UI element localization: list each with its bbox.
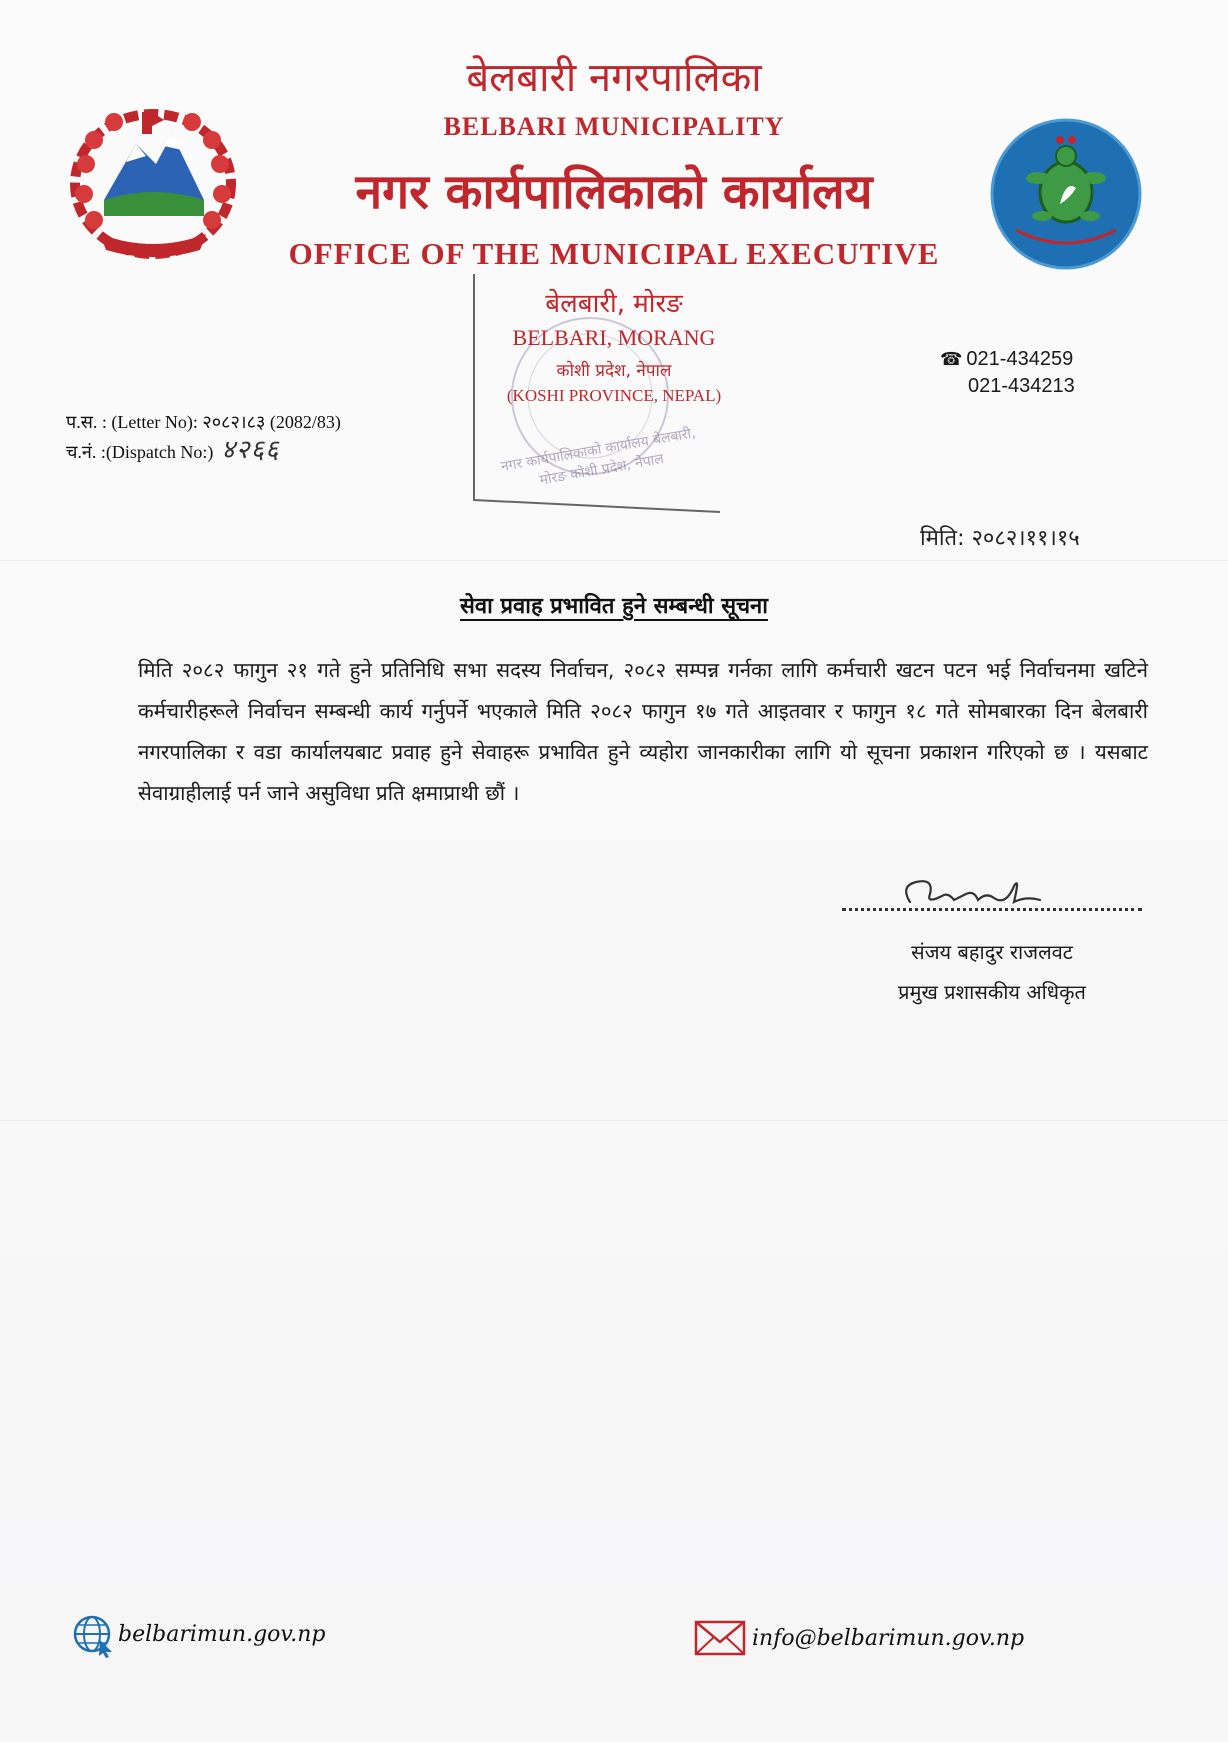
phone-number-1[interactable]: 021-434259: [966, 348, 1074, 370]
letter-no-value: २०८२।८३ (2082/83): [202, 412, 341, 432]
letter-date: मिति: २०८२।११।१५: [920, 526, 1080, 551]
footer-email-link[interactable]: info@belbarimun.gov.np: [752, 1626, 1025, 1651]
mail-icon: [694, 1620, 746, 1656]
location-en: BELBARI, MORANG: [512, 325, 716, 350]
phone-block: [940, 346, 1075, 400]
reference-block: [66, 408, 341, 466]
globe-icon: [72, 1614, 116, 1658]
dispatch-no-value: ४२६६: [221, 435, 280, 465]
province-ne: कोशी प्रदेश, नेपाल: [556, 361, 672, 381]
notice-subject: सेवा प्रवाह प्रभावित हुने सम्बन्धी सूचना: [460, 594, 768, 619]
letter-no-label: प.स. : (Letter No):: [66, 412, 203, 432]
notice-body: मिति २०८२ फागुन २१ गते हुने प्रतिनिधि सभा सदस्य निर्वाचन, २०८२ सम्पन्न गर्नका लागि कर्मचारी खटन पटन भई निर्वाचनमा खटिने कर्मचारीहरूले निर्वाचन सम्बन्धी कार्य गर्नुपर्ने भएकाले मिति २०८२ फागुन १७ गते आइतवार र फागुन १८ गते सोमबारका दिन बेलबारी नगरपालिका र वडा कार्यालयबाट प्रवाह हुने सेवाहरू प्रभावित हुने व्यहोरा जानकारीका लागि यो सूचना प्रकाशन गरिएको छ । यसबाट सेवाग्राहीलाई पर्न जाने असुविधा प्रति क्षमाप्राथी छौं ।: [138, 658, 1148, 805]
municipality-name-en: BELBARI MUNICIPALITY: [443, 112, 785, 141]
paper-rule: [0, 560, 1228, 561]
province-en: (KOSHI PROVINCE, NEPAL): [506, 386, 722, 405]
footer-website-link[interactable]: belbarimun.gov.np: [118, 1622, 326, 1647]
office-stamp-text: नगर कार्यपालिकाको कार्यालय बेलबारी, मोरङ कोशी प्रदेश, नेपाल: [499, 425, 697, 489]
office-title-ne: नगर कार्यपालिकाको कार्यालय: [355, 164, 873, 220]
paper-rule: [0, 1120, 1228, 1121]
dispatch-no-label: च.नं. :(Dispatch No:): [66, 442, 214, 462]
location-ne: बेलबारी, मोरङ: [545, 289, 683, 319]
municipality-name-ne: बेलबारी नगरपालिका: [466, 55, 762, 101]
signature-line: [842, 908, 1142, 911]
signatory-name: संजय बहादुर राजलवट: [911, 940, 1073, 964]
office-title-en: OFFICE OF THE MUNICIPAL EXECUTIVE: [288, 236, 940, 271]
signatory-title: प्रमुख प्रशासकीय अधिकृत: [898, 980, 1086, 1004]
phone-number-2[interactable]: 021-434213: [968, 375, 1075, 397]
telephone-icon: ☎: [940, 349, 963, 369]
